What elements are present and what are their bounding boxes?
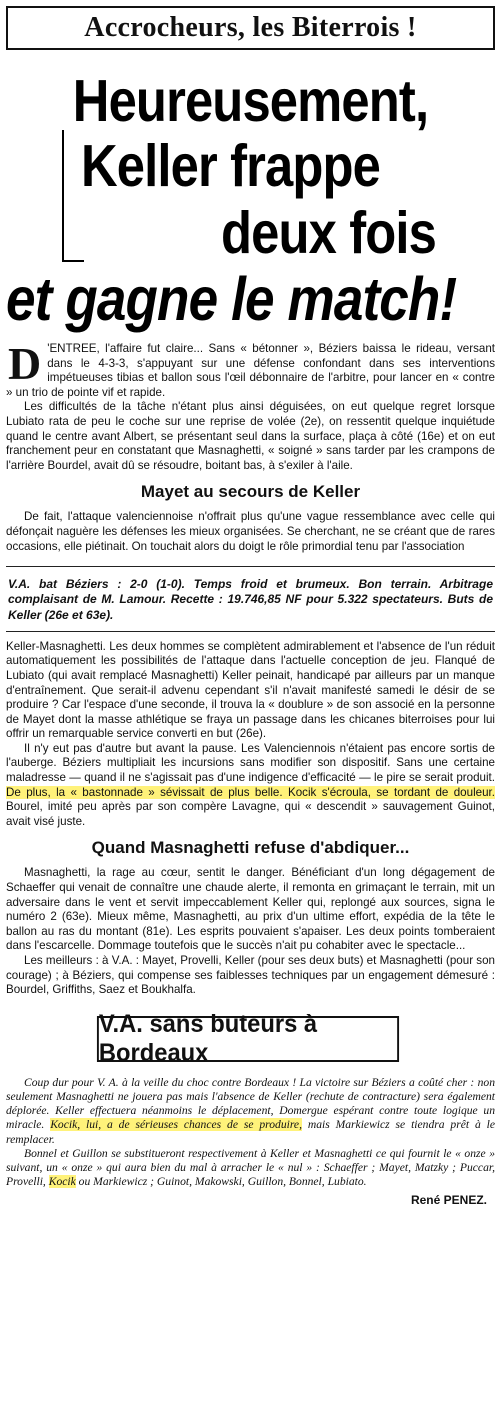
intro-block bbox=[6, 338, 495, 473]
newspaper-article bbox=[0, 6, 501, 1423]
kicker-box bbox=[6, 6, 495, 50]
bordeaux-heading-box bbox=[97, 1009, 399, 1067]
author-signature: René PENEZ. bbox=[410, 1193, 487, 1208]
highlighted-kocik-chances: Kocik, lui, a de sérieuses chances de se produire, bbox=[50, 1118, 302, 1132]
paragraph-6: Masnaghetti, la rage au cœur, sentit le danger. Bénéficiant d'un long dégagement de Schaeffer qui venait de connaître une chaude alerte, il remonta en grimaçant le terrain, mit un adversaire dans le vent et servit impeccablement Keller qui, replongé aux sources, signa le numéro 2 (63e). Mieux même, Masnaghetti, au prix d'un ultime effort, expédia de la tête le ballon au ras du montant (81e). Les esprits pouvaient s'apaiser. Les deux points tomberaient dans l'escarcelle. Dommage toutefois que le succès n'ait pu cohabiter avec le spectacle... bbox=[6, 866, 495, 953]
bordeaux-heading-text: V.A. sans buteurs à Bordeaux bbox=[98, 1009, 318, 1067]
headline-line-3: deux fois bbox=[221, 200, 436, 266]
paragraph-5-start: Il n'y eut pas d'autre but avant la pause. Les Valenciennois n'étaient pas encore sortis de l'auberge. Béziers multipliait les incursions sans modifier son dispositif. Sans une certaine maladresse — quand il ne s'agissait pas d'une indigence d'efficacité — le pire se serait produit. bbox=[6, 741, 495, 785]
match-info-text: V.A. bat Béziers : 2-0 (1-0). Temps froid et brumeux. Bon terrain. Arbitrage complaisant de M. Lamour. Recette : 19.746,85 NF pour 5.322 spectateurs. Buts de Keller (26e et 63e). bbox=[8, 577, 493, 622]
paragraph-7: Les meilleurs : à V.A. : Mayet, Provelli, Keller (pour ses deux buts) et Masnaghetti (pour son courage) ; à Béziers, qui compense ses faiblesses techniques par un engagement démesuré : Bourdel, Griffiths, Saez et Boukhalfa. bbox=[6, 954, 495, 997]
bordeaux-paragraph-1 bbox=[6, 1076, 495, 1147]
subheading-mayet: Mayet au secours de Keller bbox=[140, 482, 361, 502]
paragraph-3: De fait, l'attaque valenciennoise n'offrait plus qu'une vague ressemblance avec celle qui défonçait naguère les défenses les mieux organisées. Se cherchant, ne se créant que de rares occasions, elle piétinait. On touchait alors du doigt le rôle primordial tenu par l'association bbox=[6, 510, 495, 553]
bordeaux-block bbox=[6, 1076, 495, 1190]
bordeaux-p1-start: Coup dur pour V. A. à la veille du choc contre Bordeaux ! La victoire sur Béziers a coûté cher : non seulement Masnaghetti ne jouera pas mais l'absence de Keller (rechute de contracture) sera également déplorée. Keller effectuera néanmoins le déplacement, Domergue espérant contre toute logique un miracle. bbox=[6, 1075, 495, 1132]
paragraph-4: Keller-Masnaghetti. Les deux hommes se complètent admirablement et l'absence de l'un réduit automatiquement les possibilités de l'attaque dans l'actuelle conception de jeu. Flanqué de Lubiato (qui avait remplacé Masnaghetti) Keller peinait, handicapé par ailleurs par un manque d'entraînement. Que serait-il advenu cependant s'il n'avait manifesté samedi le désir de se produire ? Car l'espace d'une seconde, il trouva la « doublure » de son associé en la personne de Mayet dont la masse athlétique se fraya un passage dans les chicanes biterroises pour lui offrir un remarquable service converti en but (26e). bbox=[6, 639, 495, 741]
paragraph-5 bbox=[6, 742, 495, 830]
bordeaux-p1-end: mais Markiewicz se tiendra prêt à le remplacer. bbox=[6, 1118, 495, 1146]
kicker-text: Accrocheurs, les Biterrois ! bbox=[84, 12, 417, 43]
bordeaux-p2-end: ou Markiewicz ; Guinot, Makowski, Guillon, Bonnel, Lubiato. bbox=[75, 1175, 367, 1189]
highlighted-kocik-injury: De plus, la « bastonnade » sévissait de plus belle. Kocik s'écroula, se tordant de douleur. bbox=[6, 785, 495, 799]
paragraph-5-end: Bourel, imité peu après par son compère Lavagne, qui « descendit » sauvagement Guinot, avait visé juste. bbox=[6, 800, 495, 828]
headline-line-4: et gagne le match! bbox=[6, 265, 457, 333]
highlighted-kocik-name: Kocik bbox=[48, 1175, 76, 1189]
drop-cap: D bbox=[8, 338, 42, 389]
headline-line-1: Heureusement, bbox=[72, 68, 429, 134]
subheading-masnaghetti: Quand Masnaghetti refuse d'abdiquer... bbox=[91, 838, 410, 858]
headline-line-2: Keller frappe bbox=[81, 133, 381, 199]
match-info-box bbox=[6, 566, 495, 632]
paragraph-2: Les difficultés de la tâche n'étant plus ainsi déguisées, on eut quelque regret lorsque Lubiato rata de peu le coche sur une reprise de volée (2e), on ressentit quelque inquiétude quand le centre avant Albert, se présentant seul dans la surface, plaça à côté (16e) et on eut franchement peur en constatant que Masnaghetti, « soigné » sans tarder par les crampons de l'arrière Bourdel, avait dû se résoudre, boitant bas, à s'exiler à l'aile. bbox=[6, 400, 495, 472]
paragraph-1: 'ENTREE, l'affaire fut claire... Sans « bétonner », Béziers baissa le rideau, versant dans le 4-3-3, s'appuyant sur une défense confondant dans ses interventions impétueuses tibias et ballon sous l'œil débonnaire de l'arbitre, pour lancer en « contre » un trio de pointe vif et rapide. bbox=[6, 342, 495, 399]
bordeaux-p2-start: Bonnel et Guillon se substitueront respectivement à Keller et Masnaghetti ce qui fournit le « onze » suivant, un « onze » qui aura bien du mal à arracher le « nul » : Schaeffer ; Mayet, Matzky ; Puccar, Provelli, bbox=[6, 1146, 495, 1189]
bordeaux-paragraph-2 bbox=[6, 1147, 495, 1190]
